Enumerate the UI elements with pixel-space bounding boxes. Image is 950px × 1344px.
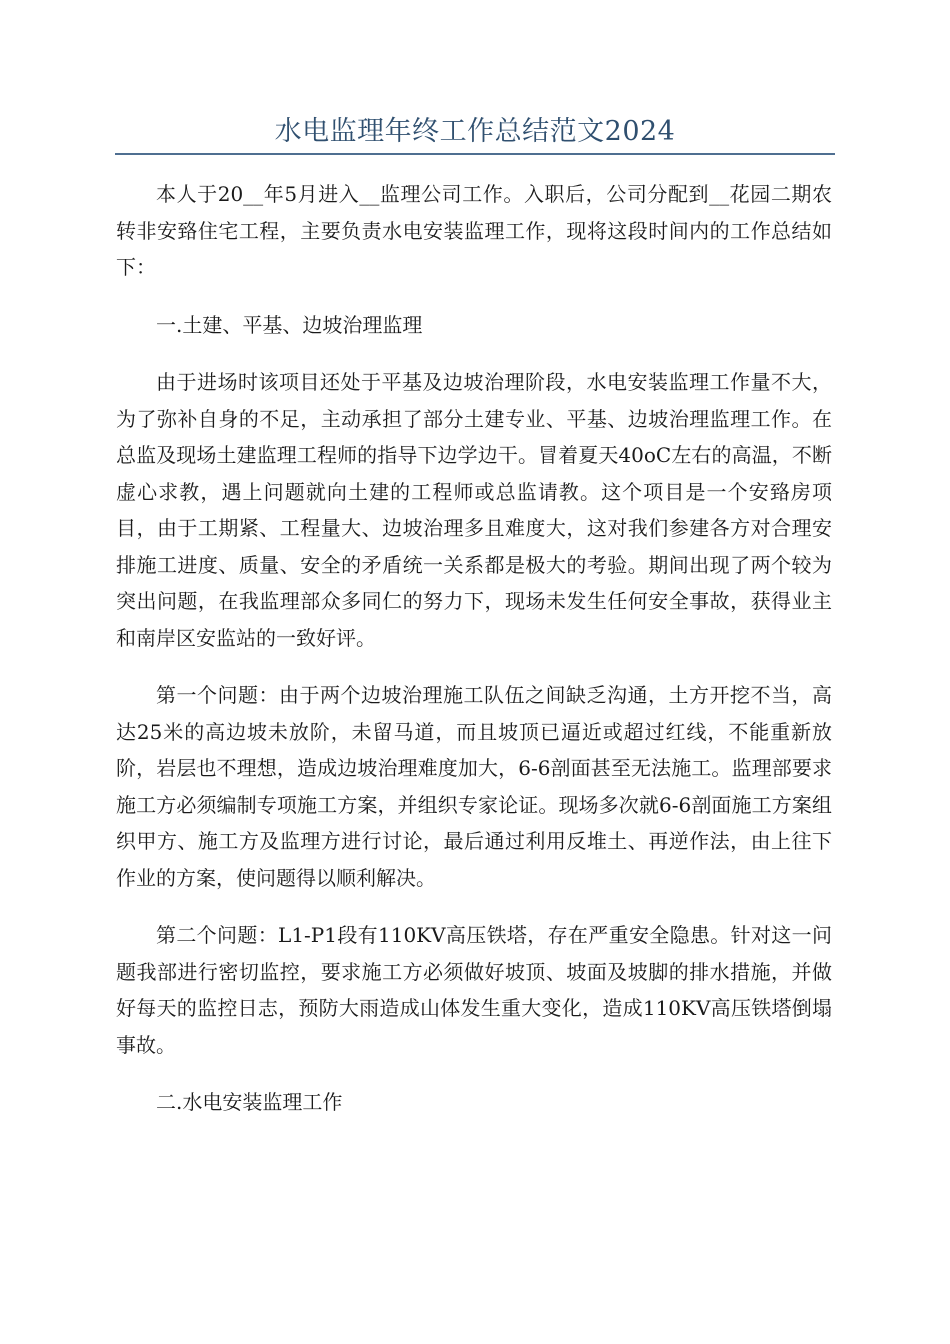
document-title: 水电监理年终工作总结范文2024 — [274, 116, 676, 147]
problem-2-paragraph: 第二个问题：L1-P1段有110KV高压铁塔，存在严重安全隐患。针对这一问题我部进行密切监控，要求施工方必须做好坡顶、坡面及坡脚的排水措施，并做好每天的监控日志，预防大雨造成山体发生重大变化，造成110KV高压铁塔倒塌事故。 — [116, 923, 832, 1057]
title-underline — [115, 153, 835, 155]
section-1-paragraph: 由于进场时该项目还处于平基及边坡治理阶段，水电安装监理工作量不大，为了弥补自身的不足，主动承担了部分土建专业、平基、边坡治理监理工作。在总监及现场土建监理工程师的指导下边学边干。冒着夏天40oC左右的高温，不断虚心求教，遇上问题就向土建的工程师或总监请教。这个项目是一个安臵房项目，由于工期紧、工程量大、边坡治理多且难度大，这对我们参建各方对合理安排施工进度、质量、安全的矛盾统一关系都是极大的考验。期间出现了两个较为突出问题，在我监理部众多同仁的努力下，现场未发生任何安全事故，获得业主和南岸区安监站的一致好评。 — [116, 370, 832, 650]
intro-paragraph: 本人于20__年5月进入__监理公司工作。入职后，公司分配到__花园二期农转非安臵住宅工程，主要负责水电安装监理工作，现将这段时间内的工作总结如下： — [116, 182, 832, 279]
section-heading-1: 一.土建、平基、边坡治理监理 — [156, 312, 423, 337]
section-heading-2: 二.水电安装监理工作 — [156, 1090, 343, 1114]
document-body — [116, 176, 832, 1142]
problem-1-paragraph: 第一个问题：由于两个边坡治理施工队伍之间缺乏沟通，土方开挖不当，高达25米的高边坡未放阶，未留马道，而且坡顶已逼近或超过红线，不能重新放阶，岩层也不理想，造成边坡治理难度加大，6-6剖面甚至无法施工。监理部要求施工方必须编制专项施工方案，并组织专家论证。现场多次就6-6剖面施工方案组织甲方、施工方及监理方进行讨论，最后通过利用反堆土、再逆作法，由上往下作业的方案，使问题得以顺利解决。 — [116, 683, 832, 890]
